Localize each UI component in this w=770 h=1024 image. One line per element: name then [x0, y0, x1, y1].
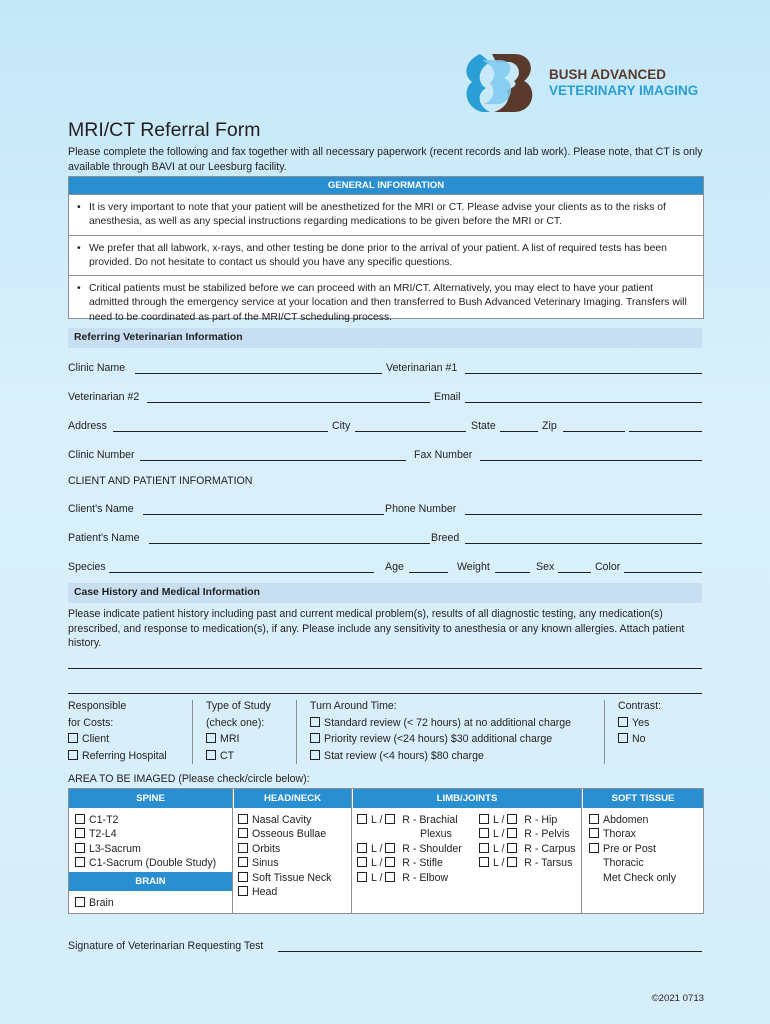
phone-field[interactable] — [465, 514, 702, 515]
zip-field[interactable] — [563, 431, 625, 432]
headneck-option[interactable] — [238, 856, 331, 870]
checkbox-icon[interactable] — [238, 872, 248, 882]
clinic-name-field[interactable] — [135, 373, 382, 374]
checkbox-icon[interactable] — [310, 733, 320, 743]
age-field[interactable] — [409, 572, 448, 573]
client-section-header: CLIENT AND PATIENT INFORMATION — [68, 475, 253, 487]
weight-field[interactable] — [495, 572, 530, 573]
headneck-option[interactable] — [238, 827, 331, 841]
fax-number-label: Fax Number — [414, 449, 473, 461]
option-label: Standard review (< 72 hours) at no additional charge — [324, 716, 572, 729]
ct-checkbox[interactable] — [206, 748, 271, 765]
limb-right-list — [479, 813, 576, 871]
zip-label: Zip — [542, 420, 557, 432]
spine-list — [75, 813, 216, 871]
general-bullet: • It is very important to note that your patient will be anesthetized for the MRI or CT. Please advise your clients as to the risks of anesthesia, as well as any special instructions regarding medications to be given before the MRI or CT. — [69, 194, 703, 235]
option-label: MRI — [220, 733, 240, 746]
checkbox-icon[interactable] — [385, 872, 395, 882]
phone-label: Phone Number — [385, 503, 457, 515]
bullet-text: Critical patients must be stabilized before we can proceed with an MRI/CT. Alternatively, you may elect to have your patient admitted through the emergency service at your location and then transferred to Bush Advanced Veterinary Imaging. Transfers will need to be coordinated as part of the MRI/CT scheduling process. — [89, 283, 687, 323]
bullet-text: We prefer that all labwork, x-rays, and other testing be done prior to the arrival of your patient. A list of required tests has been provided. Do not hesitate to contact us should you have any specific questions. — [89, 242, 667, 268]
brachial-option[interactable] — [357, 813, 462, 827]
sex-label: Sex — [536, 561, 555, 573]
clinic-number-field[interactable] — [140, 460, 406, 461]
soft-label: Met Check only — [603, 871, 677, 884]
checkbox-icon[interactable] — [385, 843, 395, 853]
turnaround-column — [310, 698, 571, 764]
column-divider — [351, 789, 352, 913]
option-label: R - Elbow — [399, 871, 449, 884]
checkbox-icon[interactable] — [68, 750, 78, 760]
column-divider — [232, 789, 233, 913]
soft-option[interactable] — [589, 827, 676, 841]
checkbox-icon[interactable] — [357, 857, 367, 867]
form-intro: Please complete the following and fax together with all necessary paperwork (recent records and lab work). Please note, that CT is only available through BAVI at our Leesburg facility. — [68, 146, 703, 173]
checkbox-icon[interactable] — [479, 828, 489, 838]
headneck-option[interactable] — [238, 885, 331, 899]
checkbox-icon[interactable] — [238, 828, 248, 838]
stat-review-checkbox[interactable] — [310, 748, 571, 765]
option-label: Pre or Post — [603, 842, 656, 855]
soft-tissue-header: SOFT TISSUE — [583, 789, 703, 808]
option-label: C1-T2 — [89, 814, 119, 826]
option-label: L3-Sacrum — [89, 842, 141, 855]
shoulder-option[interactable] — [357, 842, 462, 856]
copyright: ©2021 0713 — [651, 993, 704, 1004]
column-divider — [296, 700, 297, 764]
species-field[interactable] — [109, 572, 374, 573]
client-checkbox[interactable] — [68, 731, 167, 748]
bavi-logo — [462, 50, 537, 116]
option-label: L / — [493, 814, 508, 826]
address-field[interactable] — [113, 431, 328, 432]
spine-option[interactable] — [75, 856, 216, 870]
contrast-title: Contrast: — [618, 700, 661, 712]
referring-vet-header: Referring Veterinarian Information — [68, 328, 702, 348]
brain-header: BRAIN — [69, 872, 232, 891]
pelvis-option[interactable] — [479, 827, 576, 841]
headneck-option[interactable] — [238, 871, 331, 885]
history-line-1[interactable] — [68, 668, 702, 669]
headneck-header: HEAD/NECK — [234, 789, 351, 808]
checkbox-icon[interactable] — [507, 814, 517, 824]
option-label: C1-Sacrum (Double Study) — [89, 857, 217, 870]
responsible-subtitle: for Costs: — [68, 716, 114, 729]
fax-number-field[interactable] — [480, 460, 702, 461]
study-subtitle: (check one): — [206, 716, 265, 729]
standard-review-checkbox[interactable] — [310, 715, 571, 732]
signature-field[interactable] — [278, 951, 702, 952]
hip-option[interactable] — [479, 813, 576, 827]
option-label: L / — [493, 842, 508, 855]
state-label: State — [471, 420, 496, 432]
brand-line2: VETERINARY IMAGING — [549, 83, 699, 98]
sex-field[interactable] — [558, 572, 591, 573]
vet1-label: Veterinarian #1 — [386, 362, 458, 374]
option-label: L / — [371, 842, 386, 855]
general-information-box — [68, 176, 704, 323]
brain-option[interactable] — [75, 896, 114, 910]
breed-label: Breed — [431, 532, 460, 544]
priority-review-checkbox[interactable] — [310, 731, 571, 748]
species-label: Species — [68, 561, 106, 573]
checkbox-icon[interactable] — [507, 857, 517, 867]
checkbox-icon[interactable] — [507, 828, 517, 838]
option-label: T2-L4 — [89, 828, 117, 841]
vet2-field[interactable] — [147, 402, 430, 403]
stifle-option[interactable] — [357, 856, 462, 870]
option-label: R - Tarsus — [521, 857, 573, 870]
soft-tissue-list — [589, 813, 676, 885]
option-label: L / — [371, 814, 386, 826]
option-label: Client — [82, 733, 110, 746]
checkbox-icon[interactable] — [75, 843, 85, 853]
bullet-text: It is very important to note that your patient will be anesthetized for the MRI or CT. Please advise your clients as to the risks of anesthesia, as well as any special instructions regarding medications to be given before the MRI or CT. — [89, 202, 666, 228]
spine-option[interactable] — [75, 842, 216, 856]
checkbox-icon[interactable] — [357, 814, 367, 824]
responsible-column — [68, 698, 167, 764]
area-label-row — [68, 773, 310, 785]
clinic-number-label: Clinic Number — [68, 449, 135, 461]
breed-field[interactable] — [465, 543, 702, 544]
history-line-2[interactable] — [68, 693, 702, 694]
checkbox-icon[interactable] — [238, 843, 248, 853]
case-history-header: Case History and Medical Information — [68, 583, 702, 603]
area-note: (Please check/circle below): — [178, 773, 310, 785]
vet1-field[interactable] — [465, 373, 702, 374]
limb-left-list — [357, 813, 462, 885]
checkbox-icon[interactable] — [68, 733, 78, 743]
option-label: Stat review (<4 hours) $80 charge — [324, 749, 484, 762]
soft-label: Thoracic — [603, 857, 644, 870]
brand-line1: BUSH ADVANCED — [549, 67, 667, 82]
checkbox-icon[interactable] — [507, 843, 517, 853]
option-label: R - Pelvis — [521, 828, 570, 841]
headneck-option[interactable] — [238, 842, 331, 856]
option-label: Soft Tissue Neck — [252, 871, 332, 884]
checkbox-icon[interactable] — [75, 857, 85, 867]
column-divider — [604, 700, 605, 764]
checkbox-icon[interactable] — [206, 750, 216, 760]
referring-hospital-checkbox[interactable] — [68, 748, 167, 765]
patients-name-label: Patient's Name — [68, 532, 140, 544]
checkbox-icon[interactable] — [589, 843, 599, 853]
patients-name-field[interactable] — [149, 543, 430, 544]
carpus-option[interactable] — [479, 842, 576, 856]
brand-name — [549, 67, 698, 99]
spine-option[interactable] — [75, 827, 216, 841]
option-label: L / — [371, 871, 386, 884]
option-label: L / — [493, 828, 508, 841]
checkbox-icon[interactable] — [589, 828, 599, 838]
option-label: L / — [493, 857, 508, 870]
checkbox-icon[interactable] — [75, 828, 85, 838]
headneck-list — [238, 813, 331, 899]
area-table — [68, 788, 704, 914]
option-label: R - Hip — [521, 814, 558, 826]
soft-option[interactable] — [589, 813, 676, 827]
contrast-no-checkbox[interactable] — [618, 731, 661, 748]
email-field[interactable] — [465, 402, 702, 403]
option-label: Sinus — [252, 857, 279, 870]
option-label: Thorax — [603, 828, 636, 841]
checkbox-icon[interactable] — [479, 857, 489, 867]
spine-option[interactable] — [75, 813, 216, 827]
checkbox-icon[interactable] — [618, 717, 628, 727]
mri-checkbox[interactable] — [206, 731, 271, 748]
option-label: CT — [220, 749, 235, 762]
city-label: City — [332, 420, 351, 432]
option-label: Osseous Bullae — [252, 828, 327, 841]
option-label: Nasal Cavity — [252, 814, 312, 826]
checkbox-icon[interactable] — [310, 717, 320, 727]
contrast-column — [618, 698, 661, 748]
address-label: Address — [68, 420, 107, 432]
color-field[interactable] — [624, 572, 702, 573]
checkbox-icon[interactable] — [238, 814, 248, 824]
turnaround-title: Turn Around Time: — [310, 700, 397, 712]
option-label: Priority review (<24 hours) $30 additional charge — [324, 733, 553, 746]
general-bullet: • We prefer that all labwork, x-rays, and other testing be done prior to the arrival of your patient. A list of required tests has been provided. Do not hesitate to contact us should you have any specific questions. — [69, 235, 703, 276]
clients-name-field[interactable] — [143, 514, 384, 515]
color-label: Color — [595, 561, 621, 573]
clients-name-label: Client's Name — [68, 503, 134, 515]
clinic-name-label: Clinic Name — [68, 362, 126, 374]
form-title: MRI/CT Referral Form — [68, 119, 261, 141]
checkbox-icon[interactable] — [75, 897, 85, 907]
checkbox-icon[interactable] — [385, 857, 395, 867]
checkbox-icon[interactable] — [310, 750, 320, 760]
checkbox-icon[interactable] — [479, 843, 489, 853]
checkbox-icon[interactable] — [385, 814, 395, 824]
signature-label: Signature of Veterinarian Requesting Test — [68, 940, 264, 952]
option-label: R - Stifle — [399, 857, 443, 870]
checkbox-icon[interactable] — [75, 814, 85, 824]
soft-option[interactable] — [589, 842, 676, 856]
city-field[interactable] — [355, 431, 466, 432]
option-label: R - Carpus — [521, 842, 576, 855]
option-label: Abdomen — [603, 814, 649, 826]
general-information-header: GENERAL INFORMATION — [69, 177, 703, 194]
option-label: Brain — [89, 897, 114, 909]
checkbox-icon[interactable] — [589, 814, 599, 824]
email-label: Email — [434, 391, 461, 403]
option-label: Head — [252, 886, 278, 899]
weight-label: Weight — [457, 561, 490, 573]
tarsus-option[interactable] — [479, 856, 576, 870]
option-label: R - Brachial — [399, 814, 458, 826]
age-label: Age — [385, 561, 404, 573]
elbow-option[interactable] — [357, 871, 462, 885]
study-title: Type of Study — [206, 700, 271, 712]
general-bullet: • Critical patients must be stabilized before we can proceed with an MRI/CT. Alternatively, you may elect to have your patient admitted through the emergency service at your location and then transferred to Bush Advanced Veterinary Imaging. Transfers will need to be coordinated as part of the MRI/CT scheduling process. — [69, 275, 703, 330]
option-label: R - Shoulder — [399, 842, 462, 855]
column-divider — [192, 700, 193, 764]
checkbox-icon[interactable] — [238, 886, 248, 896]
option-label: L / — [371, 857, 386, 870]
case-history-instructions: Please indicate patient history including past and current medical problem(s), results of all diagnostic testing, any medication(s) prescribed, and response to medication(s), if any. Please include any sensitivity to anesthesia or any known allergies. Attach patient history. — [68, 608, 685, 649]
state-field[interactable] — [500, 431, 538, 432]
option-label: No — [632, 733, 646, 746]
vet2-label: Veterinarian #2 — [68, 391, 140, 403]
limb-header: LIMB/JOINTS — [353, 789, 581, 808]
contrast-yes-checkbox[interactable] — [618, 715, 661, 732]
responsible-title: Responsible — [68, 700, 127, 712]
column-divider — [581, 789, 582, 913]
plexus-label: Plexus — [420, 828, 452, 841]
option-label: Orbits — [252, 842, 281, 855]
checkbox-icon[interactable] — [618, 733, 628, 743]
checkbox-icon[interactable] — [479, 814, 489, 824]
headneck-option[interactable] — [238, 813, 331, 827]
checkbox-icon[interactable] — [357, 872, 367, 882]
study-column — [206, 698, 271, 764]
zip-ext-field[interactable] — [629, 431, 702, 432]
area-label: AREA TO BE IMAGED — [68, 773, 176, 785]
option-label: Referring Hospital — [82, 749, 167, 762]
checkbox-icon[interactable] — [357, 843, 367, 853]
option-label: Yes — [632, 716, 650, 729]
spine-header: SPINE — [69, 789, 232, 808]
checkbox-icon[interactable] — [206, 733, 216, 743]
checkbox-icon[interactable] — [238, 857, 248, 867]
